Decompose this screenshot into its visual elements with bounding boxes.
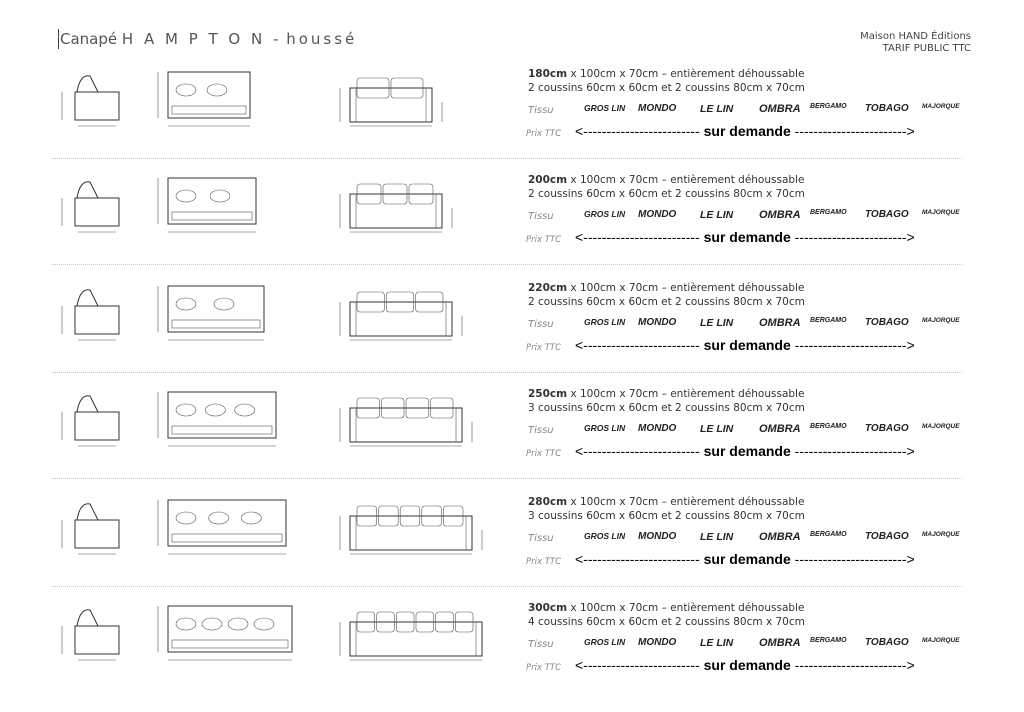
fabric-label: Tissu: [528, 533, 554, 544]
price-arrow-left: <-------------------------: [575, 337, 704, 353]
sofa-row: [50, 596, 965, 702]
top-view: [168, 392, 276, 438]
fabric-option: MONDO: [638, 637, 677, 648]
fabric-option: GROS LIN: [584, 317, 626, 327]
fabric-option: TOBAGO: [865, 637, 909, 648]
cushion-top: [228, 618, 248, 630]
fabric-option: MAJORQUE: [922, 531, 960, 538]
title-suffix: houssé: [286, 30, 358, 48]
price-arrow-left: <-------------------------: [575, 123, 704, 139]
side-view: [75, 520, 119, 548]
fabric-option: TOBAGO: [865, 209, 909, 220]
front-view: [350, 516, 472, 550]
side-view: [75, 198, 119, 226]
fabric-option: OMBRA: [759, 209, 801, 221]
fabric-option: LE LIN: [700, 103, 734, 115]
sofa-drawings: [50, 490, 490, 580]
cushion-top: [176, 298, 196, 310]
price-on-request: [575, 337, 915, 353]
sofa-row: [50, 62, 965, 168]
fabric-option: GROS LIN: [584, 423, 626, 433]
fabric-option: TOBAGO: [865, 423, 909, 434]
sofa-dimensions: [528, 388, 804, 400]
sofa-dims-text: x 100cm x 70cm – entièrement déhoussable: [567, 174, 805, 186]
sofa-dimensions: [528, 282, 804, 294]
price-arrow-right: ------------------------>: [790, 443, 915, 459]
fabric-label: Tissu: [528, 425, 554, 436]
fabric-option: LE LIN: [700, 637, 734, 649]
sofa-dimensions: [528, 68, 804, 80]
sofa-cushions: 2 coussins 60cm x 60cm et 2 coussins 80cm x 70cm: [528, 296, 805, 308]
price-label: Prix TTC: [526, 129, 562, 139]
side-cushion: [77, 504, 98, 520]
tariff-label: TARIF PUBLIC TTC: [882, 43, 971, 54]
cushion-top: [209, 512, 229, 524]
price-arrow-right: ------------------------>: [790, 551, 915, 567]
fabric-option: LE LIN: [700, 209, 734, 221]
brand-block: [860, 31, 971, 55]
cushion-top: [176, 84, 196, 96]
price-label: Prix TTC: [526, 663, 562, 673]
sofa-width: 280cm: [528, 496, 568, 508]
fabric-option: TOBAGO: [865, 531, 909, 542]
side-view: [75, 626, 119, 654]
sofa-dimensions: [528, 496, 804, 508]
cushion-top: [176, 618, 196, 630]
fabric-option: MAJORQUE: [922, 317, 960, 324]
sofa-width: 200cm: [528, 174, 568, 186]
title-name: H A M P T O N -: [121, 30, 282, 48]
sofa-width: 300cm: [528, 602, 568, 614]
fabric-label: Tissu: [528, 105, 554, 116]
row-separator: [52, 478, 962, 479]
side-cushion: [77, 290, 98, 306]
cushion-top: [254, 618, 274, 630]
front-view: [350, 194, 442, 228]
cushion-top: [205, 404, 225, 416]
row-separator: [52, 158, 962, 159]
top-view: [168, 500, 286, 546]
fabric-option: MONDO: [638, 531, 677, 542]
price-on-request: [575, 443, 915, 459]
sofa-cushions: 2 coussins 60cm x 60cm et 2 coussins 80cm x 70cm: [528, 82, 805, 94]
price-on-request: [575, 123, 915, 139]
price-arrow-right: ------------------------>: [790, 229, 915, 245]
price-on-request: [575, 229, 915, 245]
fabric-option: LE LIN: [700, 531, 734, 543]
fabric-option: TOBAGO: [865, 103, 909, 114]
cushion-top: [176, 190, 196, 202]
fabric-label: Tissu: [528, 211, 554, 222]
price-on-request: [575, 551, 915, 567]
fabric-option: MAJORQUE: [922, 209, 960, 216]
price-arrow-right: ------------------------>: [790, 337, 915, 353]
row-separator: [52, 586, 962, 587]
fabric-option: OMBRA: [759, 637, 801, 649]
price-arrow-left: <-------------------------: [575, 229, 704, 245]
row-separator: [52, 372, 962, 373]
price-on-request: [575, 657, 915, 673]
cushion-top: [241, 512, 261, 524]
fabric-option: GROS LIN: [584, 103, 626, 113]
page-title: [60, 30, 357, 48]
cushion-top: [210, 190, 230, 202]
cushion-top: [207, 84, 227, 96]
sofa-dimensions: [528, 174, 804, 186]
fabric-option: BERGAMO: [810, 103, 847, 110]
fabric-option: BERGAMO: [810, 531, 847, 538]
sofa-width: 180cm: [528, 68, 568, 80]
price-label: Prix TTC: [526, 557, 562, 567]
fabric-option: LE LIN: [700, 317, 734, 329]
price-label: Prix TTC: [526, 343, 562, 353]
fabric-label: Tissu: [528, 639, 554, 650]
fabric-option: MAJORQUE: [922, 103, 960, 110]
sofa-cushions: 3 coussins 60cm x 60cm et 2 coussins 80cm x 70cm: [528, 510, 805, 522]
side-cushion: [77, 610, 98, 626]
cushion-top: [202, 618, 222, 630]
side-view: [75, 412, 119, 440]
sofa-width: 250cm: [528, 388, 568, 400]
fabric-option: GROS LIN: [584, 637, 626, 647]
row-separator: [52, 264, 962, 265]
sofa-drawings: [50, 382, 490, 472]
fabric-option: GROS LIN: [584, 531, 626, 541]
fabric-option: BERGAMO: [810, 637, 847, 644]
price-text: sur demande: [703, 229, 791, 245]
fabric-option: OMBRA: [759, 423, 801, 435]
fabric-option: OMBRA: [759, 103, 801, 115]
side-cushion: [77, 76, 98, 92]
sofa-drawings: [50, 276, 490, 366]
sofa-cushions: 3 coussins 60cm x 60cm et 2 coussins 80cm x 70cm: [528, 402, 805, 414]
fabric-option: MONDO: [638, 103, 677, 114]
sofa-row: [50, 490, 965, 596]
side-view: [75, 92, 119, 120]
fabric-option: OMBRA: [759, 531, 801, 543]
fabric-option: MAJORQUE: [922, 423, 960, 430]
sofa-dims-text: x 100cm x 70cm – entièrement déhoussable: [567, 602, 805, 614]
price-arrow-left: <-------------------------: [575, 443, 704, 459]
cushion-top: [176, 512, 196, 524]
text-cursor: [58, 29, 59, 49]
top-view: [168, 286, 264, 332]
fabric-option: BERGAMO: [810, 209, 847, 216]
sofa-row: [50, 382, 965, 488]
brand-name: Maison HAND Éditions: [860, 31, 971, 42]
side-cushion: [77, 396, 98, 412]
price-text: sur demande: [703, 551, 791, 567]
fabric-option: TOBAGO: [865, 317, 909, 328]
fabric-option: MONDO: [638, 423, 677, 434]
fabric-option: MAJORQUE: [922, 637, 960, 644]
price-text: sur demande: [703, 443, 791, 459]
sofa-width: 220cm: [528, 282, 568, 294]
side-cushion: [77, 182, 98, 198]
fabric-option: MONDO: [638, 209, 677, 220]
cushion-top: [176, 404, 196, 416]
sofa-cushions: 4 coussins 60cm x 60cm et 2 coussins 80cm x 70cm: [528, 616, 805, 628]
fabric-label: Tissu: [528, 319, 554, 330]
fabric-option: GROS LIN: [584, 209, 626, 219]
sofa-dims-text: x 100cm x 70cm – entièrement déhoussable: [567, 388, 805, 400]
price-arrow-left: <-------------------------: [575, 551, 704, 567]
cushion-top: [235, 404, 255, 416]
sofa-dimensions: [528, 602, 804, 614]
top-view: [168, 606, 292, 652]
sofa-cushions: 2 coussins 60cm x 60cm et 2 coussins 80cm x 70cm: [528, 188, 805, 200]
fabric-option: BERGAMO: [810, 423, 847, 430]
title-prefix: Canapé: [60, 30, 118, 48]
side-view: [75, 306, 119, 334]
sofa-row: [50, 168, 965, 274]
price-text: sur demande: [703, 657, 791, 673]
sofa-row: [50, 276, 965, 382]
sofa-dims-text: x 100cm x 70cm – entièrement déhoussable: [567, 282, 805, 294]
price-arrow-right: ------------------------>: [790, 123, 915, 139]
fabric-option: OMBRA: [759, 317, 801, 329]
price-text: sur demande: [703, 123, 791, 139]
cushion-top: [214, 298, 234, 310]
price-label: Prix TTC: [526, 449, 562, 459]
sofa-drawings: [50, 596, 490, 686]
fabric-option: MONDO: [638, 317, 677, 328]
sofa-dims-text: x 100cm x 70cm – entièrement déhoussable: [567, 496, 805, 508]
front-view: [350, 302, 452, 336]
price-arrow-left: <-------------------------: [575, 657, 704, 673]
sofa-drawings: [50, 168, 490, 258]
fabric-option: LE LIN: [700, 423, 734, 435]
fabric-option: BERGAMO: [810, 317, 847, 324]
sofa-dims-text: x 100cm x 70cm – entièrement déhoussable: [567, 68, 805, 80]
price-label: Prix TTC: [526, 235, 562, 245]
price-text: sur demande: [703, 337, 791, 353]
price-arrow-right: ------------------------>: [790, 657, 915, 673]
sofa-drawings: [50, 62, 490, 152]
